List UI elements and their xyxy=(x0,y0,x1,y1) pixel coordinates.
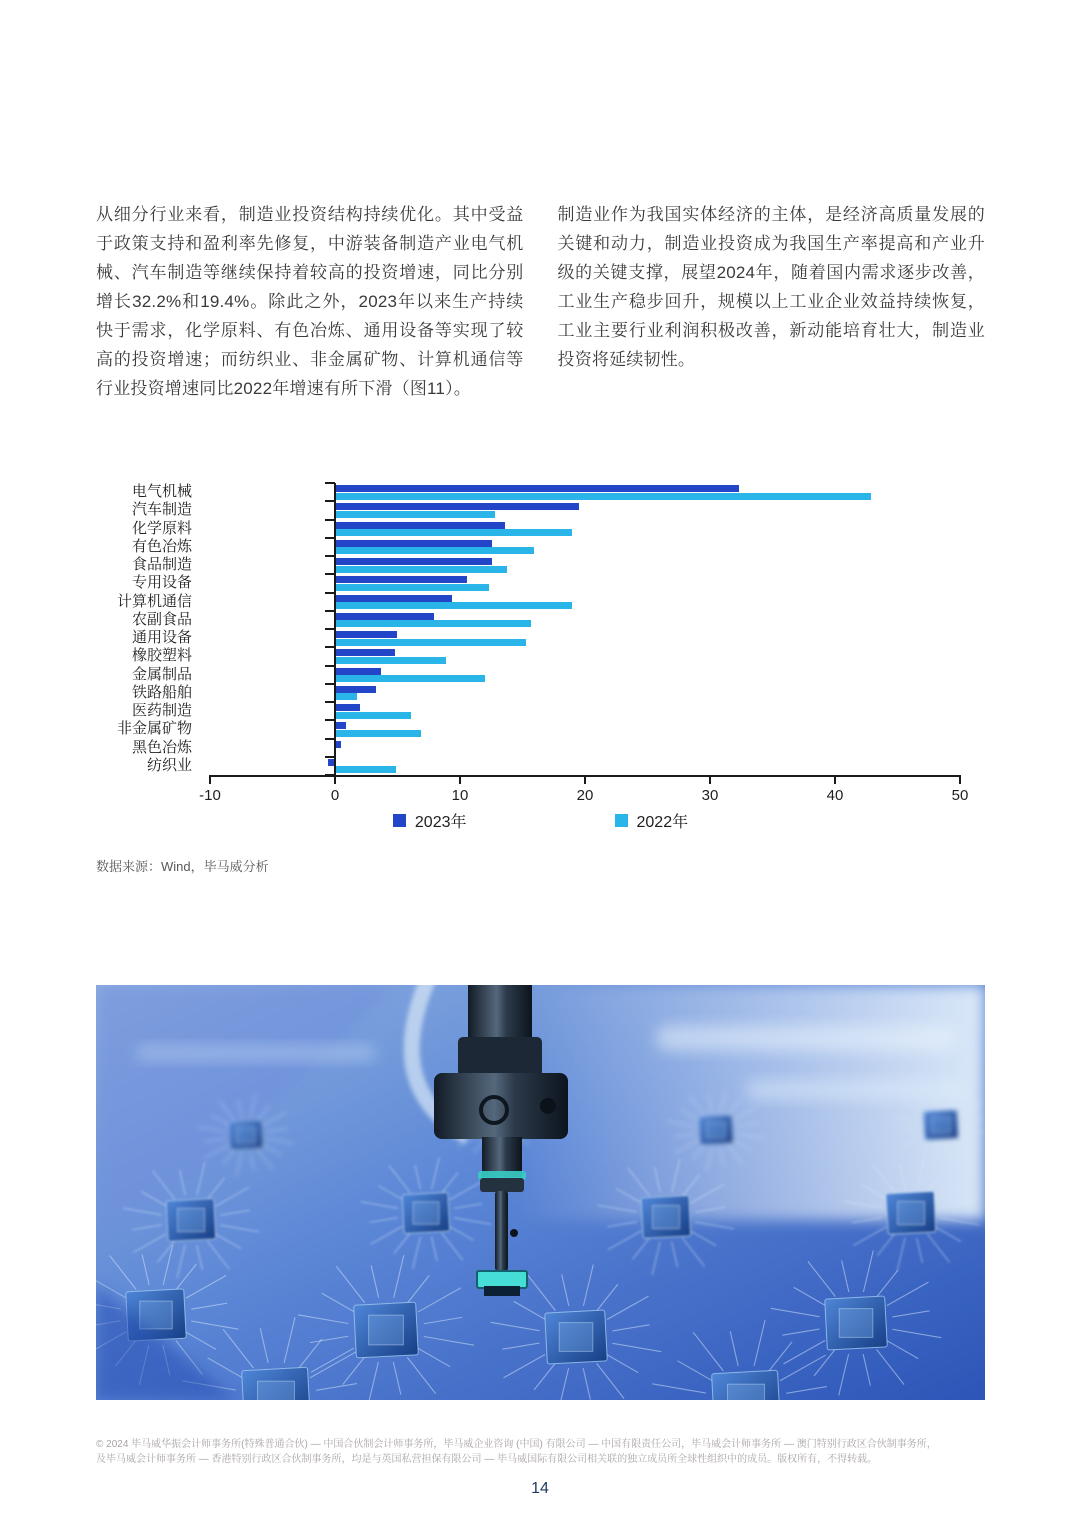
category-label: 化学原料 xyxy=(131,519,192,537)
machine-screw xyxy=(540,1098,556,1114)
x-tick-label: 50 xyxy=(951,787,969,804)
y-axis-tick xyxy=(325,646,335,648)
bar-2023年 xyxy=(336,741,341,748)
category-label: 黑色冶炼 xyxy=(131,738,192,756)
y-axis-tick xyxy=(325,610,335,612)
x-axis-tick xyxy=(709,775,711,784)
y-axis-tick xyxy=(325,756,335,758)
category-label: 通用设备 xyxy=(131,629,192,646)
x-axis-tick xyxy=(959,775,961,784)
bar-2022年 xyxy=(336,675,485,682)
y-axis-tick xyxy=(325,592,335,594)
chart-category-labels xyxy=(96,483,192,775)
y-axis-tick xyxy=(325,500,335,502)
bar-2022年 xyxy=(336,766,396,773)
bar-2023年 xyxy=(336,649,395,656)
legend-swatch xyxy=(615,814,628,827)
bar-2023年 xyxy=(328,759,334,766)
category-label: 食品制造 xyxy=(131,556,192,573)
y-axis-tick xyxy=(325,683,335,685)
y-axis-tick xyxy=(325,719,335,721)
legend-swatch xyxy=(393,814,406,827)
bar-2023年 xyxy=(336,722,346,729)
category-label: 纺织业 xyxy=(146,756,192,774)
category-label: 医药制造 xyxy=(131,702,192,719)
chip-photo-svg xyxy=(96,985,985,1400)
bar-2023年 xyxy=(336,540,492,547)
y-axis-tick xyxy=(325,573,335,575)
photo-bokeh-streak xyxy=(656,1025,956,1051)
machine-neck-base xyxy=(480,1178,524,1192)
bar-2023年 xyxy=(336,576,467,583)
category-label: 非金属矿物 xyxy=(116,720,192,738)
x-tick-label: 20 xyxy=(576,787,594,804)
y-axis-tick xyxy=(325,555,335,557)
bar-2023年 xyxy=(336,668,381,675)
x-tick-label: 30 xyxy=(701,787,719,804)
bar-2023年 xyxy=(336,613,434,620)
x-axis-tick xyxy=(334,775,336,784)
x-tick-label: 10 xyxy=(451,787,469,804)
legend-label: 2023年 xyxy=(414,814,467,831)
bar-2022年 xyxy=(336,529,572,536)
bar-2022年 xyxy=(336,511,495,518)
y-axis-tick xyxy=(325,537,335,539)
paragraph-left: 从细分行业来看，制造业投资结构持续优化。其中受益于政策支持和盈利率先修复，中游装备制造产业电气机械、汽车制造等继续保持着较高的投资增速，同比分别增长32.2%和19.4%。除此之外，2023年以来生产持续快于需求，化学原料、有色冶炼、通用设备等实现了较高的投资增速；而纺织业、非金属矿物、计算机通信等行业投资增速同比2022年增速有所下滑（图11）。 xyxy=(96,205,524,398)
bar-2022年 xyxy=(336,730,421,737)
bar-2022年 xyxy=(336,602,572,609)
x-tick-label: -10 xyxy=(199,787,221,804)
bar-2023年 xyxy=(336,522,505,529)
y-axis-tick xyxy=(325,665,335,667)
category-label: 有色冶炼 xyxy=(131,537,192,555)
x-tick-label: 0 xyxy=(330,787,340,804)
bar-2023年 xyxy=(336,595,452,602)
bar-2022年 xyxy=(336,657,446,664)
footer-line-2: 及毕马威会计师事务所 — 香港特别行政区合伙制事务所，均是与英国私营担保有限公司 — 毕马威国际有限公司相关联的独立成员所全球性组织中的成员。版权所有，不得转载。 xyxy=(96,1454,878,1465)
copyright-footer xyxy=(96,1437,988,1467)
paragraph-right: 制造业作为我国实体经济的主体，是经济高质量发展的关键和动力，制造业投资成为我国生产率提高和产业升级的关键支撑，展望2024年，随着国内需求逐步改善，工业生产稳步回升，规模以上工业企业效益持续恢复，工业主要行业利润积极改善，新动能培育壮大，制造业投资将延续韧性。 xyxy=(557,205,985,369)
picked-chip xyxy=(477,1271,527,1288)
bar-2022年 xyxy=(336,566,507,573)
category-label: 金属制品 xyxy=(131,665,192,683)
picked-chip-base xyxy=(484,1286,520,1296)
bar-2023年 xyxy=(336,686,376,693)
chart-legend xyxy=(96,809,985,832)
bar-2023年 xyxy=(336,558,492,565)
footer-line-1: © 2024 毕马威华振会计师事务所(特殊普通合伙) — 中国合伙制会计师事务所，毕马威企业咨询 (中国) 有限公司 — 中国有限责任公司，毕马威会计师事务所 — 澳门特别行政区合伙制事务所， xyxy=(96,1439,937,1450)
bar-2022年 xyxy=(336,712,411,719)
bar-chart-figure11 xyxy=(96,483,985,863)
machine-collar xyxy=(458,1037,542,1077)
x-axis-tick xyxy=(834,775,836,784)
chart-plot xyxy=(199,483,969,804)
bar-2022年 xyxy=(336,693,357,700)
x-axis-tick xyxy=(584,775,586,784)
legend-label: 2022年 xyxy=(636,814,689,831)
y-axis-tick xyxy=(325,701,335,703)
photo-bokeh-highlight xyxy=(516,985,985,1220)
category-label: 铁路船舶 xyxy=(131,683,192,701)
y-axis-tick xyxy=(325,738,335,740)
page-number: 14 xyxy=(531,1480,549,1497)
category-label: 汽车制造 xyxy=(131,501,192,519)
bar-2023年 xyxy=(336,631,397,638)
machine-pin xyxy=(495,1191,508,1271)
category-label: 农副食品 xyxy=(131,610,192,628)
bar-2023年 xyxy=(336,503,579,510)
y-axis-tick xyxy=(325,628,335,630)
machine-pin-detail xyxy=(510,1229,518,1237)
x-tick-label: 40 xyxy=(826,787,844,804)
bar-2023年 xyxy=(336,704,360,711)
bar-2022年 xyxy=(336,493,871,500)
bar-2022年 xyxy=(336,639,526,646)
bar-2023年 xyxy=(336,485,739,492)
y-axis-tick xyxy=(325,519,335,521)
x-axis-tick xyxy=(459,775,461,784)
chip-manufacturing-photo xyxy=(96,985,985,1400)
category-label: 专用设备 xyxy=(131,574,192,592)
legend-item xyxy=(393,809,467,832)
bar-2022年 xyxy=(336,547,534,554)
bar-2022年 xyxy=(336,620,531,627)
legend-item xyxy=(615,809,689,832)
bar-2022年 xyxy=(336,584,489,591)
category-label: 电气机械 xyxy=(131,483,192,500)
category-label: 计算机通信 xyxy=(116,592,192,610)
data-source-note: 数据来源：Wind，毕马威分析 xyxy=(96,859,269,874)
y-axis-tick xyxy=(325,482,335,484)
x-axis-tick xyxy=(209,775,211,784)
photo-bokeh-streak xyxy=(136,1045,376,1061)
category-label: 橡胶塑料 xyxy=(131,647,192,665)
intro-text xyxy=(96,200,985,403)
